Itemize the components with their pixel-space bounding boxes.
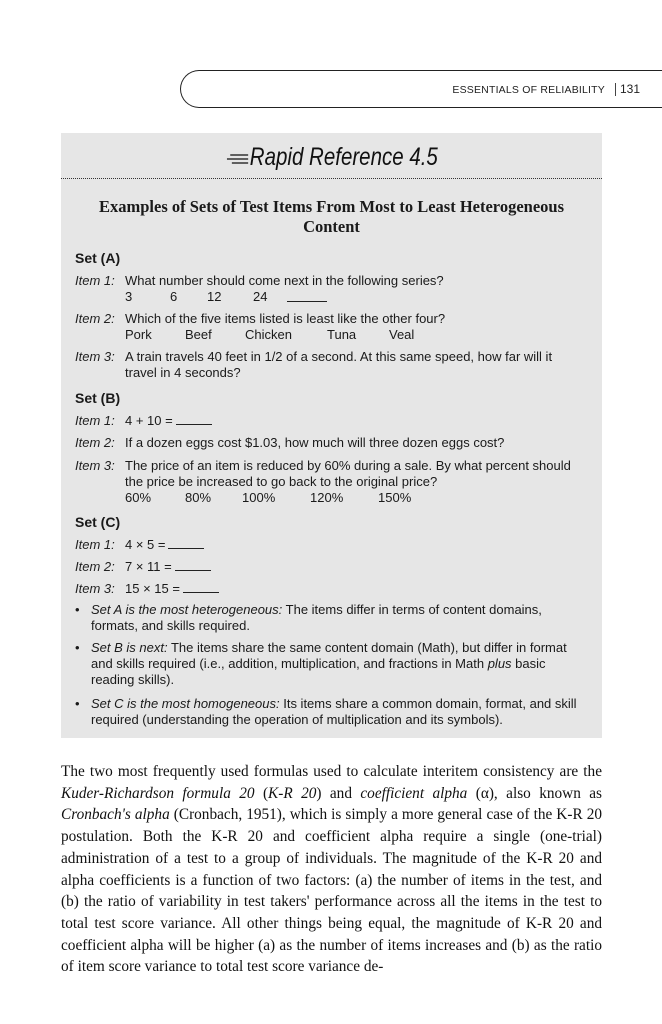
- answer-blank: [176, 413, 212, 425]
- answer-blank: [287, 289, 327, 302]
- item-text: The price of an item is reduced by 60% during a sale. By what percent should the price be increased to go back to the original price?: [125, 458, 571, 489]
- body-text-run: (: [254, 784, 269, 802]
- box-heading: Examples of Sets of Test Items From Most to Least Heterogeneous Content: [99, 197, 564, 236]
- item-text: 7 × 11 =: [125, 559, 172, 574]
- series-choices: [125, 289, 585, 305]
- choice: 3: [125, 289, 133, 304]
- answer-blank: [168, 537, 204, 549]
- choice: Chicken: [245, 327, 292, 342]
- bullet-set-b: [75, 640, 590, 690]
- item-text: A train travels 40 feet in 1/2 of a second. At this same speed, how far will it travel in 4 seconds?: [125, 349, 553, 380]
- word-choices: [125, 327, 585, 343]
- set-b-label: Set (B): [75, 390, 121, 406]
- choice: 60%: [125, 490, 152, 505]
- bullet-emphasis: plus: [487, 656, 512, 671]
- choice: 100%: [242, 490, 276, 505]
- item-text: 4 × 5 =: [125, 537, 166, 552]
- bullet-set-a: [75, 602, 590, 636]
- item-label: Item 2:: [75, 311, 115, 326]
- set-c-item-1: [75, 537, 595, 555]
- item-label: Item 1:: [75, 537, 115, 552]
- bullet-text: Its items share a common domain, format, and skill required (understanding the operation of multiplication and its symbols).: [91, 696, 577, 727]
- running-head: [180, 70, 662, 108]
- rapid-reference-box: [61, 133, 602, 738]
- answer-blank: [175, 559, 211, 571]
- kr20-abbr: K-R 20: [268, 784, 317, 802]
- set-b-item-1: [75, 413, 595, 431]
- item-text: 4 + 10 =: [125, 413, 173, 428]
- item-label: Item 2:: [75, 435, 115, 450]
- choice: Pork: [125, 327, 152, 342]
- set-c-item-3: [75, 581, 595, 599]
- choice: 80%: [185, 490, 212, 505]
- bullet-dot: •: [75, 602, 80, 617]
- bullet-lead: Set A is the most heterogeneous:: [91, 602, 283, 617]
- set-a-item-3: [75, 349, 595, 383]
- page-number: 131: [619, 82, 640, 96]
- choice: 6: [170, 289, 178, 304]
- choice: 12: [207, 289, 222, 304]
- item-text: If a dozen eggs cost $1.03, how much will three dozen eggs cost?: [125, 435, 505, 450]
- kr20-term: Kuder-Richardson formula 20: [61, 784, 255, 802]
- body-text-run: ) and: [316, 784, 361, 802]
- choice: 120%: [310, 490, 344, 505]
- bullet-dot: •: [75, 696, 80, 711]
- rapid-reference-title-row: [110, 143, 554, 173]
- bullet-text: The items share the same content domain (Math), but differ in format and skills required (i.e., addition, multiplication, and fractions in Math: [91, 640, 567, 671]
- dotted-divider: [61, 178, 602, 179]
- set-c-label: Set (C): [75, 514, 121, 530]
- running-head-divider: [615, 83, 616, 96]
- body-text-run: (Cronbach, 1951), which is simply a more general case of the K-R 20 postulation. Both the K-R 20 and coefficient alpha require a single (one-trial) administration of a test to a group of individuals. The magnitude of the K-R 20 and alpha coefficients is a function of two factors: (a) the number of items in the test, and (b) the ratio of variability in test takers' performance across all the items in the test to total test score variance. All other things being equal, the magnitude of K-R 20 and coefficient alpha will be higher (a) as the number of items increases and (b) as the ratio of item score variance to total test score variance de-: [61, 806, 602, 976]
- item-label: Item 1:: [75, 273, 115, 288]
- body-text-run: (α), also known as: [467, 784, 602, 802]
- item-label: Item 1:: [75, 413, 115, 428]
- cronbach-term: Cronbach's alpha: [61, 806, 170, 824]
- item-label: Item 3:: [75, 458, 115, 473]
- item-label: Item 2:: [75, 559, 115, 574]
- set-a-item-1: [75, 273, 595, 307]
- bullet-tail: basic reading skills).: [91, 656, 546, 687]
- percent-choices: [125, 490, 585, 506]
- running-head-title: ESSENTIALS OF RELIABILITY: [452, 84, 605, 96]
- set-a-item-2: [75, 311, 595, 345]
- speed-lines-icon: [225, 144, 248, 173]
- set-c-item-2: [75, 559, 595, 577]
- set-b-item-3: [75, 458, 595, 508]
- choice: 150%: [378, 490, 412, 505]
- item-text: What number should come next in the following series?: [125, 273, 444, 288]
- bullet-text: The items differ in terms of content domains, formats, and skills required.: [91, 602, 542, 633]
- body-text-run: The two most frequently used formulas used to calculate interitem consistency are the: [61, 763, 602, 780]
- item-text: 15 × 15 =: [125, 581, 180, 596]
- set-a-label: Set (A): [75, 250, 121, 266]
- choice: 24: [253, 289, 268, 304]
- alpha-term: coefficient alpha: [360, 784, 468, 802]
- choice: Tuna: [327, 327, 357, 342]
- bullet-lead: Set B is next:: [91, 640, 168, 655]
- bullet-lead: Set C is the most homogeneous:: [91, 696, 280, 711]
- answer-blank: [183, 581, 219, 593]
- bullet-dot: •: [75, 640, 80, 655]
- choice: Veal: [389, 327, 415, 342]
- item-text: Which of the five items listed is least like the other four?: [125, 311, 446, 326]
- item-label: Item 3:: [75, 581, 115, 596]
- choice: Beef: [185, 327, 212, 342]
- bullet-set-c: [75, 696, 590, 730]
- set-b-item-2: [75, 435, 595, 453]
- item-label: Item 3:: [75, 349, 115, 364]
- rapid-reference-title: Rapid Reference 4.5: [249, 143, 438, 171]
- body-paragraph: [61, 761, 602, 978]
